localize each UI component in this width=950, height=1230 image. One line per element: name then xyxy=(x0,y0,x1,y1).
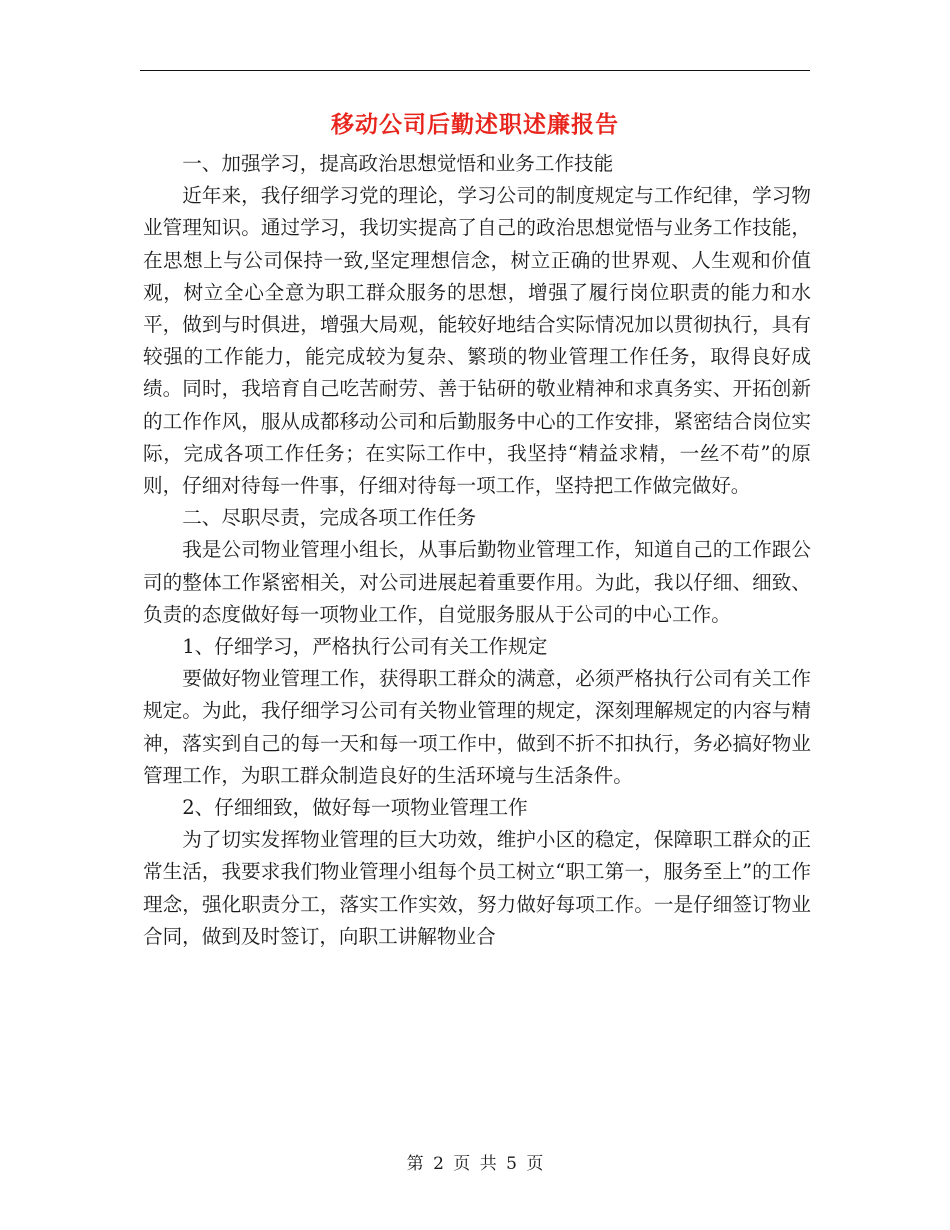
subsection-heading-2: 2、仔细细致，做好每一项物业管理工作 xyxy=(182,796,528,820)
header-rule xyxy=(140,70,810,71)
paragraph-1: 近年来，我仔细学习党的理论，学习公司的制度规定与工作纪律，学习物业管理知识。通过学习，我切实提高了自己的政治思想觉悟与业务工作技能，在思想上与公司保持一致,坚定理想信念，树立正确的世界观、人生观和价值观，树立全心全意为职工群众服务的思想，增强了履行岗位职责的能力和水平，做到与时俱进，增强大局观，能较好地结合实际情况加以贯彻执行，具有较强的工作能力，能完成较为复杂、繁琐的物业管理工作任务，取得良好成绩。同时，我培育自己吃苦耐劳、善于钻研的敬业精神和求真务实、开拓创新的工作作风，服从成都移动公司和后勤服务中心的工作安排，紧密结合岗位实际，完成各项工作任务；在实际工作中，我坚持“精益求精，一丝不苟”的原则，仔细对待每一件事，仔细对待每一项工作，坚持把工作做完做好。 xyxy=(143,184,811,498)
page-footer: 第 2 页 共 5 页 xyxy=(406,1154,544,1174)
paragraph-3: 要做好物业管理工作，获得职工群众的满意，必须严格执行公司有关工作规定。为此，我仔细学习公司有关物业管理的规定，深刻理解规定的内容与精神，落实到自己的每一天和每一项工作中，做到不折不扣执行，务必搞好物业管理工作，为职工群众制造良好的生活环境与生活条件。 xyxy=(143,667,811,787)
document-body xyxy=(143,148,811,953)
section-heading-2: 二、尽职尽责，完成各项工作任务 xyxy=(182,506,477,530)
paragraph-4: 为了切实发挥物业管理的巨大功效，维护小区的稳定，保障职工群众的正常生活，我要求我们物业管理小组每个员工树立“职工第一，服务至上”的工作理念，强化职责分工，落实工作实效，努力做好每项工作。一是仔细签订物业合同，做到及时签订，向职工讲解物业合 xyxy=(143,828,811,948)
document-title: 移动公司后勤述职述廉报告 xyxy=(331,111,619,138)
subsection-heading-1: 1、仔细学习，严格执行公司有关工作规定 xyxy=(182,635,548,659)
section-heading-1: 一、加强学习，提高政治思想觉悟和业务工作技能 xyxy=(182,152,614,175)
paragraph-2: 我是公司物业管理小组长，从事后勤物业管理工作，知道自己的工作跟公司的整体工作紧密相关，对公司进展起着重要作用。为此，我以仔细、细致、负责的态度做好每一项物业工作，自觉服务服从于公司的中心工作。 xyxy=(143,538,811,626)
